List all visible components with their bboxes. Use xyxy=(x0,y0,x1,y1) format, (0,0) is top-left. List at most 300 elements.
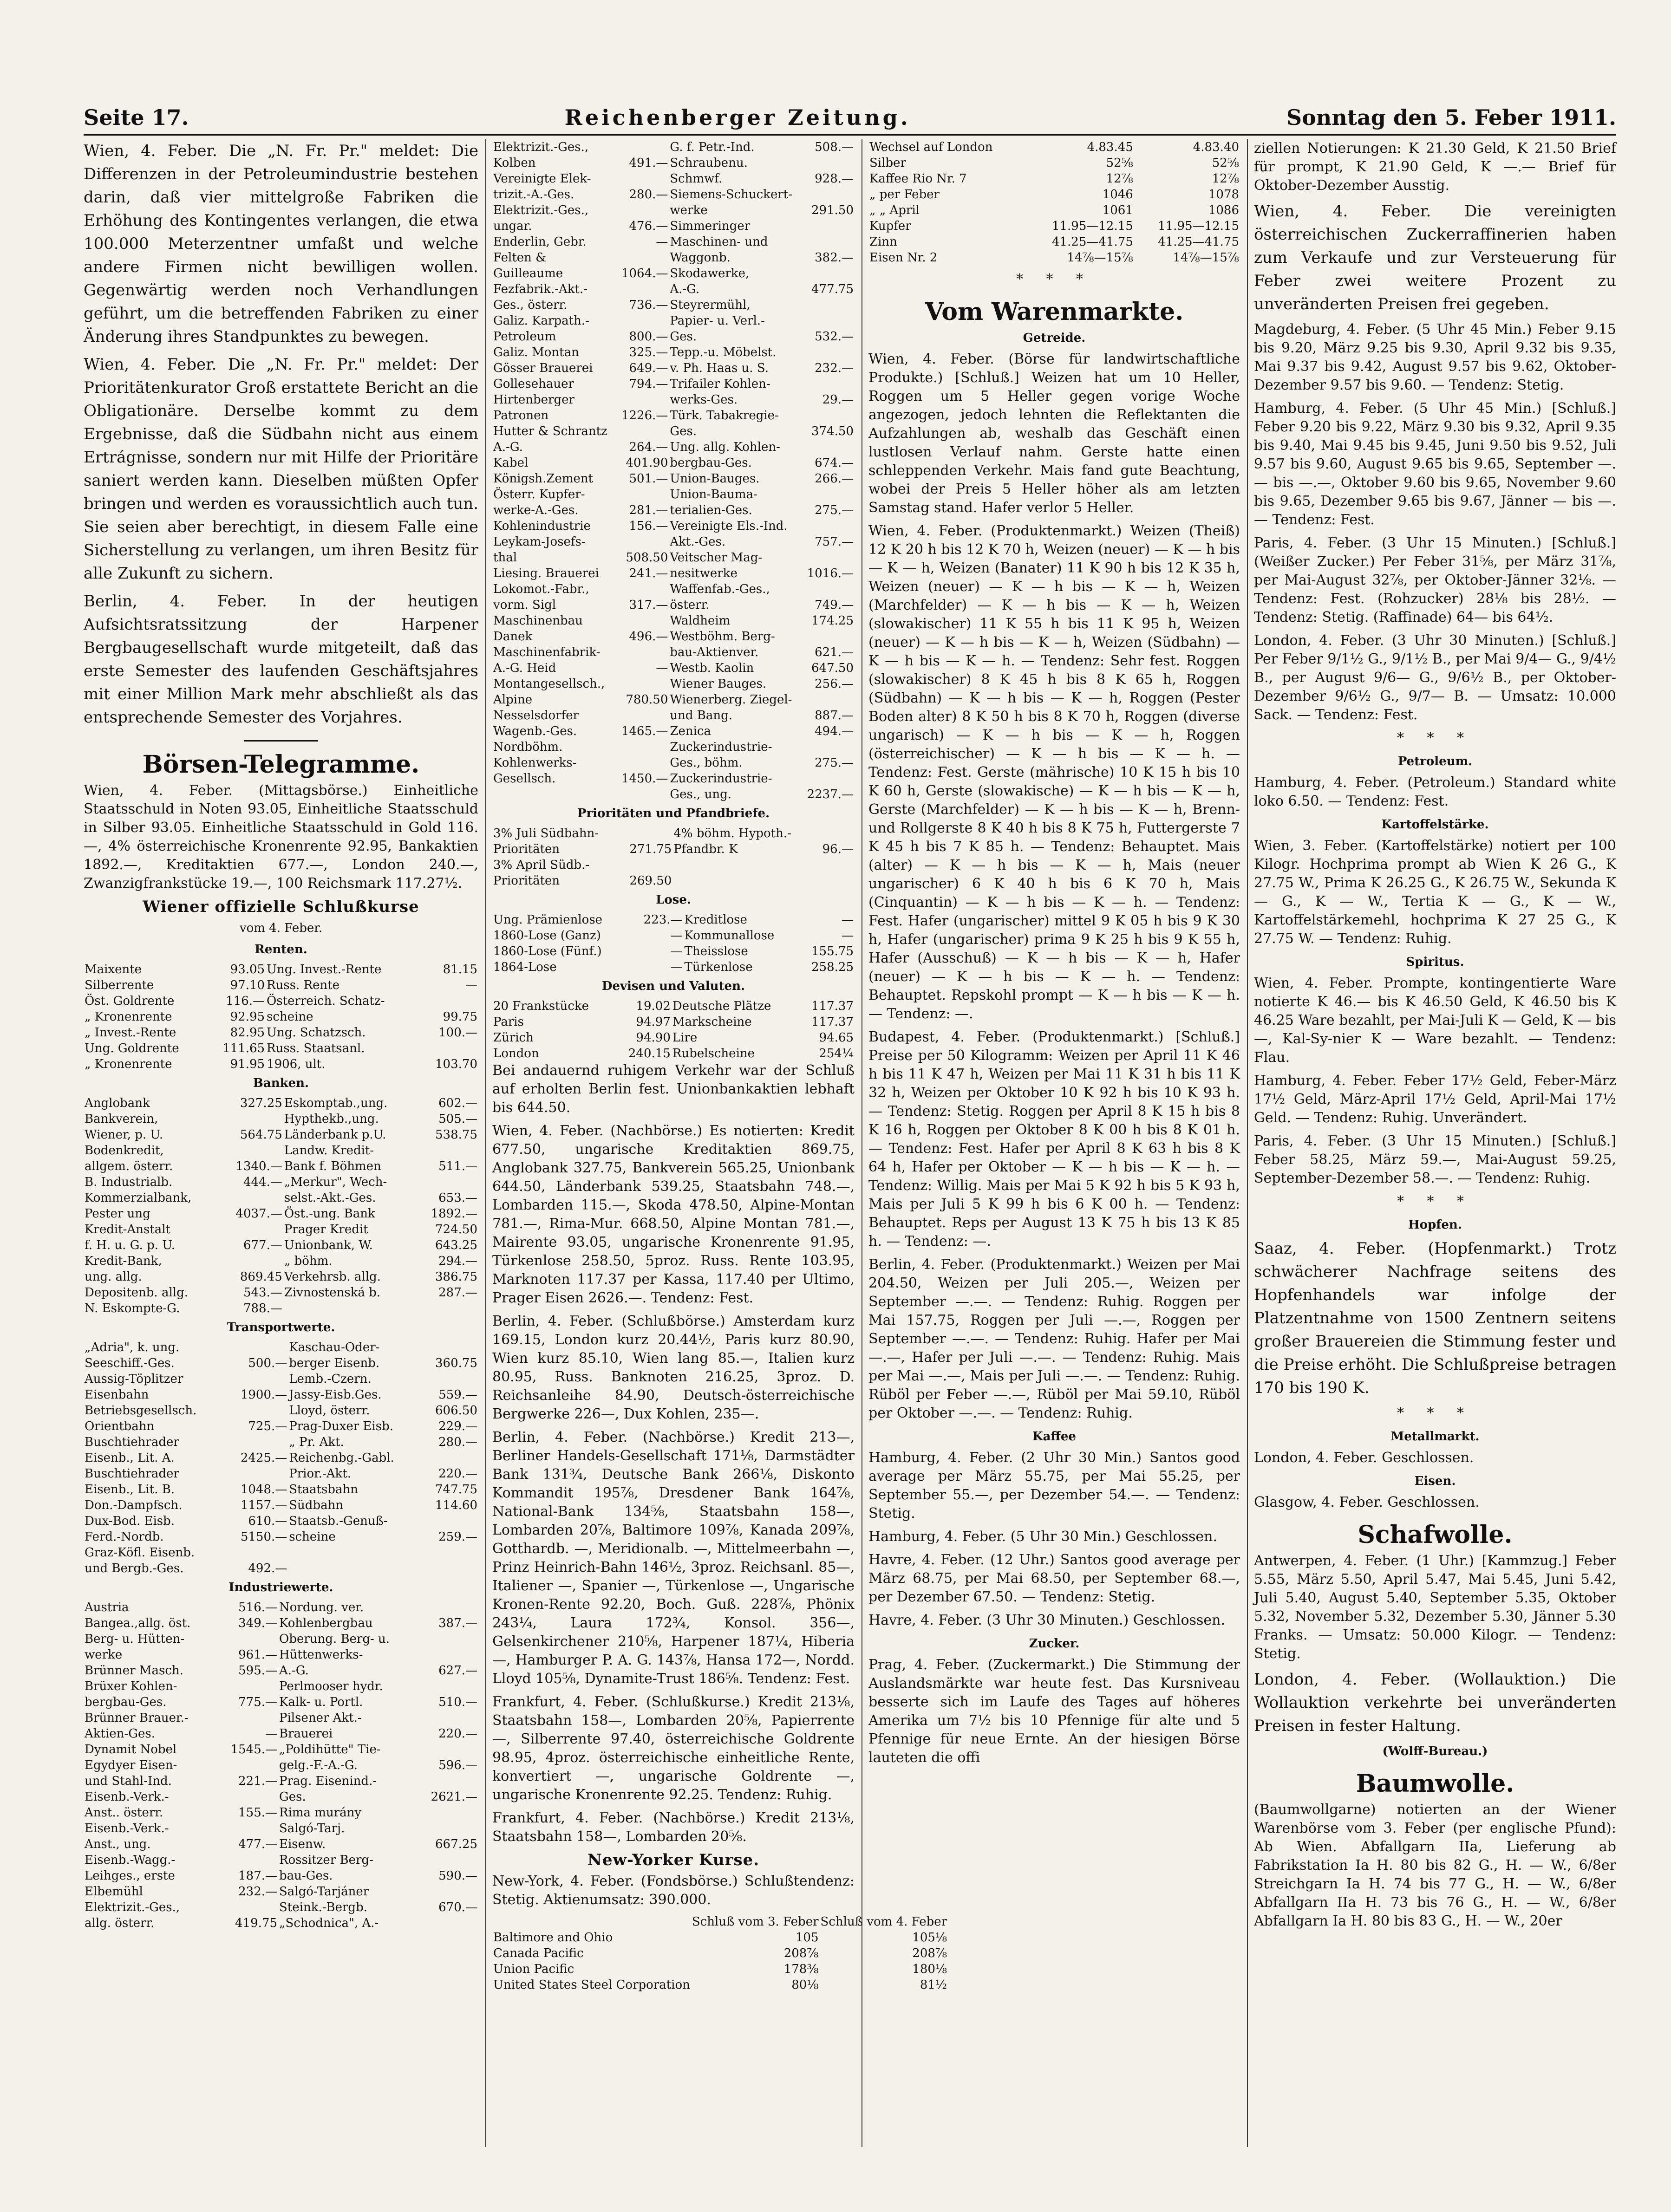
table-cell: 12⅞ xyxy=(1212,172,1239,186)
report-paragraph: Budapest, 4. Feber. (Produktenmarkt.) [Schluß.] Preise per 50 Kilogramm: Weizen per April 11 K 46 h bis 11 K 47 h, Weizen per Mai 11 K 31 h bis 11 K 32 h, Weizen per Oktober 10 K 92 h bis 10 K 93 h. — Tendenz: Stetig. Roggen per April 8 K 15 h bis 8 K 16 h, Roggen per Oktober 8 K 00 h bis 8 K 01 h. — Tendenz: Fest. Hafer per April 8 K 63 h bis 8 K 64 h, Hafer per Oktober — K — h bis — K — h. — Tendenz: Willig. Mais per Mai 5 K 92 h bis 5 K 93 h, Mais per Juli 5 K 99 h bis 6 K 00 h. — Tendenz: Behauptet. Reps per August 13 K 75 h bis 13 K 85 h. — Tendenz: —. xyxy=(868,1029,1240,1249)
separator-stars: * * * xyxy=(1397,730,1474,746)
table-cell: 444.— xyxy=(243,1175,282,1189)
table-cell: London xyxy=(493,1047,539,1060)
table-cell: 496.— xyxy=(629,630,668,644)
table-cell: Alpine xyxy=(493,693,533,707)
report-paragraph: Wien, 4. Feber. (Produktenmarkt.) Weizen (Theiß) 12 K 20 h bis 12 K 70 h, Weizen (neuer) — K — h bis — K — h, Weizen (Banater) 11 K 90 h bis 12 K 35 h, Weizen (neuer) — K — h bis — K — h, Weizen (Marchfelder) — K — h bis — K — h, Weizen (slowakischer) 11 K 55 h bis 11 K 95 h, Weizen (neuer) — K — h bis — K — h, Weizen (Südbahn) — K — h bis — K — h. — Tendenz: Sehr fest. Roggen (slowakischer) 8 K 45 h bis 8 K 65 h, Roggen (Südbahn) — K — h bis — K — h, Roggen (Pester Boden alter) 8 K 50 h bis 8 K 70 h, Roggen (diverse ungarisch) — K — h bis — K — h, Roggen (österreichischer) — K — h bis — K — h. — Tendenz: Fest. Gerste (mährische) 10 K 15 h bis 10 K 60 h, Gerste (slowakische) — K — h bis — K — h, Gerste (Marchfelder) — K — h bis — K — h, Brenn- und Rollgerste 8 K 40 h bis 8 K 75 h, Futtergerste 7 K 45 h bis 7 K 85 h. — Tendenz: Behauptet. Mais (alter) — K — h bis — K — h, Mais (neuer ungarischer) 6 K 40 h bis 6 K 70 h, Mais (Cinquantin) — K — h bis — K — h. — Tendenz: Fest. Hafer (ungarischer) mittel 9 K 05 h bis 9 K 30 h, Hafer (ungarischer) prima 9 K 25 h bis 9 K 55 h, Hafer (Ausschuß) — K — h bis — K — h, Hafer (neuer) — K — h bis — K — h. — Tendenz: Behauptet. Repskohl prompt — K — h bis — K — h. — Tendenz: —. xyxy=(868,523,1240,1022)
issue-date: Sonntag den 5. Feber 1911. xyxy=(1286,105,1616,130)
table-cell: Ung. Schatzsch. xyxy=(267,1026,366,1040)
table-cell xyxy=(417,1301,478,1316)
table-cell xyxy=(617,139,669,155)
table-cell: 1340.— xyxy=(235,1159,282,1173)
table-cell: Leykam-Josefs- xyxy=(493,535,586,549)
table-cell xyxy=(617,708,669,723)
table-row xyxy=(492,376,855,392)
table-row xyxy=(492,360,855,376)
table-cell: — xyxy=(842,929,854,943)
table-row xyxy=(84,1789,478,1805)
table-cell: A.-G. Heid xyxy=(493,661,556,675)
table-row xyxy=(492,998,855,1014)
table-cell xyxy=(617,739,669,755)
table-cell: 1450.— xyxy=(621,772,668,786)
table-cell: „ Kronenrente xyxy=(85,1057,172,1071)
table-cell xyxy=(803,581,855,597)
table-cell: Kommerzialbank, xyxy=(85,1191,192,1205)
table-cell xyxy=(620,857,672,873)
table-row xyxy=(84,1805,478,1821)
table-cell: 643.25 xyxy=(435,1238,477,1252)
table-cell: Zürich xyxy=(493,1031,534,1045)
table-cell: Öst.-ung. Bank xyxy=(284,1207,375,1221)
table-row xyxy=(84,1190,478,1206)
quotes-table xyxy=(492,912,855,975)
table-cell: Buschtiehrader xyxy=(85,1467,179,1481)
table-row xyxy=(84,1600,478,1615)
table-cell: 401.90 xyxy=(626,456,668,470)
report-paragraph: London, 4. Feber. (3 Uhr 30 Minuten.) [Schluß.] Per Feber 9/1½ G., 9/1½ B., per Mai 9/4— G., 9/4½ B., per August 9/6— G., 9/6½ B., per Oktober-Dezember 9/6½ G., 9/7— B. — Umsatz: 10.000 Sack. — Tendenz: Fest. xyxy=(1254,632,1616,723)
table-cell: — xyxy=(670,929,683,943)
table-cell: 532.— xyxy=(815,330,854,344)
table-cell: 543.— xyxy=(243,1286,282,1300)
table-cell: Russ. Staatsanl. xyxy=(267,1041,365,1055)
section-title: Börsen-Telegramme. xyxy=(142,750,420,779)
table-cell: 4.83.45 xyxy=(1087,140,1133,154)
table-cell: 114.60 xyxy=(435,1498,477,1512)
table-cell xyxy=(620,826,672,841)
table-cell: 3% Juli Südbahn- xyxy=(493,826,599,840)
table-cell: Paris xyxy=(493,1015,524,1029)
table-cell: Pilsener Akt.- xyxy=(279,1711,362,1725)
table-cell: Eisenb.-Verk.- xyxy=(85,1822,169,1835)
table-cell: 419.75 xyxy=(235,1916,277,1930)
table-cell xyxy=(227,1371,288,1387)
source-credit: (Wolff-Bureau.) xyxy=(1382,1744,1488,1758)
table-row xyxy=(492,1046,855,1061)
table-row xyxy=(492,455,855,471)
table-row xyxy=(492,202,855,218)
table-cell: scheine xyxy=(267,1010,313,1024)
table-cell: Canada Pacific xyxy=(493,1946,584,1960)
table-row xyxy=(84,1836,478,1852)
table-row xyxy=(84,1206,478,1222)
table-heading: Eisen. xyxy=(1414,1474,1456,1488)
table-cell: und Bang. xyxy=(670,709,733,722)
table-cell xyxy=(227,1340,288,1355)
column-3 xyxy=(868,139,1240,2156)
table-cell: Union Pacific xyxy=(493,1962,574,1976)
table-cell: 4.83.40 xyxy=(1193,140,1239,154)
table-cell: 508.50 xyxy=(626,551,668,565)
table-row xyxy=(84,1403,478,1418)
table-cell xyxy=(218,1852,278,1868)
table-heading: Prioritäten und Pfandbriefe. xyxy=(577,807,770,820)
table-cell: 510.— xyxy=(438,1695,477,1709)
table-row xyxy=(492,660,855,676)
table-cell: 232.— xyxy=(815,361,854,375)
table-cell: Eskomptab.,ung. xyxy=(284,1096,388,1110)
table-row xyxy=(492,392,855,408)
table-heading: Kartoffelstärke. xyxy=(1381,818,1489,832)
table-cell: Kaffee Rio Nr. 7 xyxy=(869,172,967,186)
table-cell: Eisenw. xyxy=(279,1837,326,1851)
report-paragraph: Hamburg, 4. Feber. (Petroleum.) Standard white loko 6.50. — Tendenz: Fest. xyxy=(1254,774,1616,809)
table-cell: Perlmooser hydr. xyxy=(279,1679,383,1693)
table-row xyxy=(84,1450,478,1466)
table-cell: 1900.— xyxy=(240,1388,287,1402)
table-row xyxy=(84,1694,478,1710)
section-divider xyxy=(244,740,318,742)
table-row xyxy=(492,487,855,502)
table-cell: 1086 xyxy=(1208,203,1239,217)
report-paragraph: Bei andauernd ruhigem Verkehr war der Schluß auf erholten Berlin fest. Unionbankaktien lebhaft bis 644.50. xyxy=(492,1062,855,1116)
table-row xyxy=(84,1301,478,1316)
table-row xyxy=(492,644,855,660)
table-cell: Lemb.-Czern. xyxy=(289,1372,372,1386)
table-cell xyxy=(417,1174,478,1190)
report-paragraph: Hamburg, 4. Feber. (5 Uhr 30 Min.) Geschlossen. xyxy=(868,1529,1218,1545)
table-row xyxy=(84,1237,478,1253)
table-row xyxy=(868,218,1240,234)
table-row xyxy=(492,771,855,787)
table-cell: Simmeringer xyxy=(670,219,751,233)
table-cell: f. H. u. G. p. U. xyxy=(85,1238,176,1252)
table-cell: „Poldihütte" Tie- xyxy=(279,1743,381,1757)
report-paragraph: Frankfurt, 4. Feber. (Nachbörse.) Kredit 213⅛, Staatsbahn 158—, Lombarden 20⅝. xyxy=(492,1810,855,1845)
table-cell: scheine xyxy=(289,1530,336,1544)
table-cell: Theisslose xyxy=(684,944,748,958)
table-cell xyxy=(803,771,855,787)
table-cell: gelg.-F.-A.-G. xyxy=(279,1758,358,1772)
table-row xyxy=(868,139,1240,155)
table-cell: 91.95 xyxy=(230,1057,265,1071)
subsection-title: Wiener offizielle Schlußkurse xyxy=(143,898,419,916)
table-cell: „ Invest.-Rente xyxy=(85,1026,176,1040)
table-cell: 271.75 xyxy=(629,842,672,856)
table-cell: allgem. österr. xyxy=(85,1159,173,1173)
table-cell: Akt.-Ges. xyxy=(670,535,726,549)
table-cell xyxy=(418,1915,478,1931)
table-cell xyxy=(617,755,669,771)
table-cell: werke-A.-Ges. xyxy=(493,503,579,517)
table-cell: 117.37 xyxy=(811,999,854,1013)
table-row xyxy=(492,676,855,692)
table-cell: „Merkur", Wech- xyxy=(284,1175,387,1189)
table-cell: Hypthekb.,ung. xyxy=(284,1112,379,1126)
table-cell: Vereinigte Elek- xyxy=(493,172,591,186)
table-cell: Ung. Invest.-Rente xyxy=(267,963,382,976)
table-cell: 1226.— xyxy=(621,409,668,423)
report-paragraph: Frankfurt, 4. Feber. (Schlußkurse.) Kredit 213⅛, Staatsbahn 158—, Lombarden 20⅝, Papierrente —, Silberrente 97.40, österreichische Goldrente 98.95, 4proz. österreichische einheitliche Rente, konvertiert —, ungarische Goldrente —, ungarische Kronenrente 92.25. Tendenz: Ruhig. xyxy=(492,1694,855,1803)
table-cell: österr. xyxy=(670,598,710,612)
table-cell: 1048.— xyxy=(240,1483,287,1496)
table-cell: Lokomot.-Fabr., xyxy=(493,582,589,596)
table-cell: Silber xyxy=(869,156,906,170)
table-cell: 317.— xyxy=(629,598,668,612)
table-cell: Ges., österr. xyxy=(493,298,568,312)
table-cell: 19.02 xyxy=(636,999,671,1013)
table-row xyxy=(492,439,855,455)
table-cell: Maschinenfabrik- xyxy=(493,645,601,659)
table-cell xyxy=(227,1434,288,1450)
table-cell: 725.— xyxy=(248,1419,287,1433)
table-cell: 775.— xyxy=(238,1695,277,1709)
table-cell xyxy=(218,1789,278,1805)
table-cell: Rubelscheine xyxy=(672,1047,755,1060)
table-cell: Zuckerindustrie- xyxy=(670,740,772,754)
table-cell: Verkehrsb. allg. xyxy=(284,1270,381,1284)
table-cell: Kolben xyxy=(493,156,536,170)
table-cell: 476.— xyxy=(629,219,668,233)
table-row xyxy=(84,1285,478,1301)
table-cell: 156.— xyxy=(629,519,668,533)
table-row xyxy=(84,1355,478,1371)
table-row xyxy=(492,708,855,723)
table-cell: 81.15 xyxy=(443,963,477,976)
table-cell xyxy=(803,739,855,755)
table-cell: 275.— xyxy=(815,756,854,770)
column-divider xyxy=(485,139,486,2147)
table-cell xyxy=(423,1371,478,1387)
table-cell: 800.— xyxy=(629,330,668,344)
table-cell: Bangea.,allg. öst. xyxy=(85,1616,191,1630)
table-row xyxy=(492,250,855,266)
table-cell: Tepp.-u. Möbelst. xyxy=(670,345,777,359)
table-cell: werke xyxy=(670,203,708,217)
table-cell: United States Steel Corporation xyxy=(493,1978,690,1992)
table-cell: Berg- u. Hütten- xyxy=(85,1632,185,1646)
table-cell xyxy=(803,297,855,313)
table-cell xyxy=(803,550,855,566)
table-row xyxy=(84,1371,478,1387)
table-cell: 240.15 xyxy=(628,1047,671,1060)
table-cell: 82.95 xyxy=(230,1026,265,1040)
table-row xyxy=(492,826,855,841)
table-cell: 794.— xyxy=(629,377,668,391)
table-cell: 1864-Lose xyxy=(493,960,557,974)
table-cell xyxy=(288,1545,423,1561)
table-cell: 887.— xyxy=(815,709,854,722)
table-cell: Brüxer Kohlen- xyxy=(85,1679,177,1693)
table-cell: Elektrizit.-Ges., xyxy=(493,203,589,217)
news-paragraph: Saaz, 4. Feber. (Hopfenmarkt.) Trotz schwächerer Nachfrage seitens des Hopfenhandels war infolge der Platzentnahme von 1500 Zentnern seitens großer Brauereien die Stimmung fester und die Preise erhöht. Die Schlußpreise betragen 170 bis 190 K. xyxy=(1254,1239,1617,1397)
table-cell: 1860-Lose (Fünf.) xyxy=(493,944,602,958)
table-cell xyxy=(418,1821,478,1836)
table-cell: Eisenb., Lit. B. xyxy=(85,1483,175,1496)
table-cell: Elektrizit.-Ges., xyxy=(85,1900,180,1914)
table-cell: Zenica xyxy=(670,724,711,738)
table-cell: — xyxy=(656,235,668,249)
table-cell: 505.— xyxy=(438,1112,477,1126)
table-row xyxy=(868,202,1240,218)
table-cell: Ges. xyxy=(279,1790,306,1804)
table-row xyxy=(84,1647,478,1663)
table-cell: Lloyd, österr. xyxy=(289,1404,370,1418)
table-cell: Depositenb. allg. xyxy=(85,1286,188,1300)
table-cell xyxy=(423,1513,478,1529)
table-cell: Maschinen- und xyxy=(670,235,768,249)
table-cell: 559.— xyxy=(438,1388,477,1402)
table-cell: Galiz. Montan xyxy=(493,345,579,359)
report-paragraph: Havre, 4. Feber. (3 Uhr 30 Minuten.) Geschlossen. xyxy=(868,1612,1226,1628)
table-cell: Ges. xyxy=(670,424,697,438)
table-row xyxy=(492,266,855,281)
table-cell: Markscheine xyxy=(672,1015,752,1029)
table-cell: Enderlin, Gebr. xyxy=(493,235,587,249)
table-cell xyxy=(218,1679,278,1694)
report-paragraph: Wien, 4. Feber. (Mittagsbörse.) Einheitliche Staatsschuld in Noten 93.05, Einheitliche Staatsschuld in Silber 93.05. Einheitliche Staatsschuld in Gold 116.—, 4% österreichische Kronenrente 92.95, Bankaktien 1892.—, Kreditaktien 677.—, London 240.—, Zwanzigfrankstücke 19.—, 100 Reichsmark 117.27½. xyxy=(84,782,478,891)
table-row xyxy=(492,566,855,581)
table-cell: 208⅞ xyxy=(783,1946,819,1960)
table-cell xyxy=(803,313,855,329)
table-cell xyxy=(418,1647,478,1663)
table-cell xyxy=(617,613,669,629)
table-cell: werks-Ges. xyxy=(670,393,738,407)
table-heading: Petroleum. xyxy=(1397,755,1473,768)
table-row xyxy=(84,1095,478,1111)
table-cell: 11.95—12.15 xyxy=(1051,219,1133,233)
table-row xyxy=(492,873,855,889)
table-cell: Wiener, p. U. xyxy=(85,1128,163,1142)
table-cell: 116.— xyxy=(226,994,265,1008)
table-row xyxy=(84,1056,478,1072)
page-header xyxy=(84,98,1616,130)
table-cell: Salgó-Tarjáner xyxy=(279,1885,369,1899)
table-cell: Gollesehauer xyxy=(493,377,574,391)
news-paragraph: Wien, 4. Feber. Die „N. Fr. Pr." meldet: Der Prioritätenkurator Groß erstattete Bericht an die Obligationäre. Derselbe kommt zu dem Ergebnisse, daß die Südbahn nicht aus einem Ertrágnisse, sondern nur mit Hilfe der Prioritäre saniert werden kann. Dieselben müßten Opfer bringen und werden es voraussichtlich auch tun. Sie seien aber berechtigt, in diesem Falle eine Sicherstellung zu verlangen, um ihren Besitz für alle Zukunft zu sichern. xyxy=(84,355,478,583)
page-number: Seite 17. xyxy=(84,105,189,130)
report-paragraph: Havre, 4. Feber. (12 Uhr.) Santos good average per März 68.75, per Mai 68.50, per September 68.—, per Dezember 67.50. — Tendenz: Stetig. xyxy=(868,1552,1240,1605)
table-cell: 647.50 xyxy=(811,661,854,675)
table-cell: Waggonb. xyxy=(670,251,731,265)
table-cell: 667.25 xyxy=(435,1837,477,1851)
table-cell: 516.— xyxy=(238,1600,277,1614)
table-cell: Anglobank xyxy=(85,1096,150,1110)
section-title: Baumwolle. xyxy=(1356,1770,1514,1798)
table-row xyxy=(84,1340,478,1355)
table-row xyxy=(492,313,855,329)
table-cell: und Bergb.-Ges. xyxy=(85,1561,184,1575)
table-cell xyxy=(418,1884,478,1900)
table-cell: Aktien-Ges. xyxy=(85,1727,155,1741)
report-paragraph: Glasgow, 4. Feber. Geschlossen. xyxy=(1254,1494,1480,1510)
table-cell: — xyxy=(265,1727,277,1741)
table-cell: Steyrermühl, xyxy=(670,298,751,312)
table-cell: Baltimore and Ohio xyxy=(493,1931,613,1945)
table-row xyxy=(492,857,855,873)
table-heading: Kaffee xyxy=(1032,1430,1076,1444)
table-row xyxy=(492,912,855,928)
table-cell: 291.50 xyxy=(811,203,854,217)
table-cell: 606.50 xyxy=(435,1404,477,1418)
table-cell: Elektrizit.-Ges., xyxy=(493,140,589,154)
table-row xyxy=(84,1742,478,1757)
table-cell xyxy=(803,692,855,708)
table-row xyxy=(492,841,855,857)
table-cell: 178⅜ xyxy=(783,1962,819,1976)
table-row xyxy=(492,613,855,629)
table-cell xyxy=(617,676,669,692)
report-paragraph: Antwerpen, 4. Feber. (1 Uhr.) [Kammzug.] Feber 5.55, März 5.50, April 5.47, Mai 5.45, Juni 5.42, Juli 5.40, August 5.40, September 5.35, Oktober 5.32, November 5.32, Dezember 5.30, Jänner 5.30 Franks. — Umsatz: 50.000 Kilogr. — Tendenz: Stetig. xyxy=(1254,1553,1616,1662)
table-cell xyxy=(421,1041,478,1056)
separator-stars: * * * xyxy=(1016,271,1093,287)
table-cell: — xyxy=(670,960,683,974)
quotes-table xyxy=(492,826,855,889)
separator-stars: * * * xyxy=(1397,1405,1474,1421)
table-cell: 294.— xyxy=(438,1254,477,1268)
table-cell: Eisenb.-Verk.- xyxy=(85,1790,169,1804)
table-cell: „Schodnica", A.- xyxy=(279,1916,379,1930)
table-cell: Nordung. ver. xyxy=(279,1600,364,1614)
table-cell xyxy=(423,1340,478,1355)
table-cell: 749.— xyxy=(815,598,854,612)
table-cell: terialien-Ges. xyxy=(670,503,752,517)
table-cell: trizit.-A.-Ges. xyxy=(493,188,574,202)
table-row xyxy=(84,1466,478,1482)
table-cell xyxy=(418,1631,478,1647)
table-row xyxy=(84,1174,478,1190)
table-row xyxy=(492,155,855,171)
table-cell: „ Pr. Akt. xyxy=(289,1435,344,1449)
table-cell: Buschtiehrader xyxy=(85,1435,179,1449)
column-divider xyxy=(1247,139,1248,2147)
table-cell: Veitscher Mag- xyxy=(670,551,763,565)
table-cell: 155.75 xyxy=(811,944,854,958)
table-cell xyxy=(227,1466,288,1482)
table-cell: 325.— xyxy=(629,345,668,359)
table-cell: 961.— xyxy=(238,1648,277,1662)
table-cell xyxy=(803,518,855,534)
table-row xyxy=(492,329,855,345)
table-row xyxy=(492,534,855,550)
table-row xyxy=(84,1418,478,1434)
table-cell: Bank f. Böhmen xyxy=(284,1159,381,1173)
separator-stars: * * * xyxy=(1397,1193,1474,1210)
table-cell: vorm. Sigl xyxy=(493,598,556,612)
table-cell: Deutsche Plätze xyxy=(672,999,771,1013)
table-cell: Pester ung xyxy=(85,1207,150,1221)
table-cell: 20 Frankstücke xyxy=(493,999,589,1013)
table-row xyxy=(492,502,855,518)
table-cell: Brünner Brauer.- xyxy=(85,1711,189,1725)
quotes-table xyxy=(84,1600,478,1931)
table-row xyxy=(84,1497,478,1513)
table-cell: 736.— xyxy=(629,298,668,312)
table-cell: 52⅝ xyxy=(1106,156,1133,170)
table-cell: werke xyxy=(85,1648,123,1662)
table-cell: Lire xyxy=(672,1031,698,1045)
table-cell: Türkenlose xyxy=(684,960,753,974)
table-cell xyxy=(222,1253,283,1269)
table-cell xyxy=(421,993,478,1009)
table-cell: Siemens-Schuckert- xyxy=(670,188,793,202)
table-row xyxy=(84,1253,478,1269)
table-cell: 155.— xyxy=(238,1806,277,1820)
report-paragraph: ziellen Notierungen: K 21.30 Geld, K 21.50 Brief für prompt, K 21.90 Geld, K —.— Brief für Oktober-Dezember Ausstig. xyxy=(1254,140,1616,194)
table-row xyxy=(492,943,855,959)
table-cell: Eisenb., Lit. A. xyxy=(85,1451,175,1465)
table-row xyxy=(492,755,855,771)
table-cell: Ges., ung. xyxy=(670,787,732,801)
table-cell: Austria xyxy=(85,1600,129,1614)
table-heading: Metallmarkt. xyxy=(1390,1430,1480,1444)
table-row xyxy=(84,1615,478,1631)
table-cell: 229.— xyxy=(438,1419,477,1433)
table-cell: 602.— xyxy=(438,1096,477,1110)
table-row xyxy=(84,1482,478,1497)
table-row xyxy=(492,345,855,360)
table-cell: 96.— xyxy=(822,842,854,856)
table-cell: Nordböhm. xyxy=(493,740,563,754)
